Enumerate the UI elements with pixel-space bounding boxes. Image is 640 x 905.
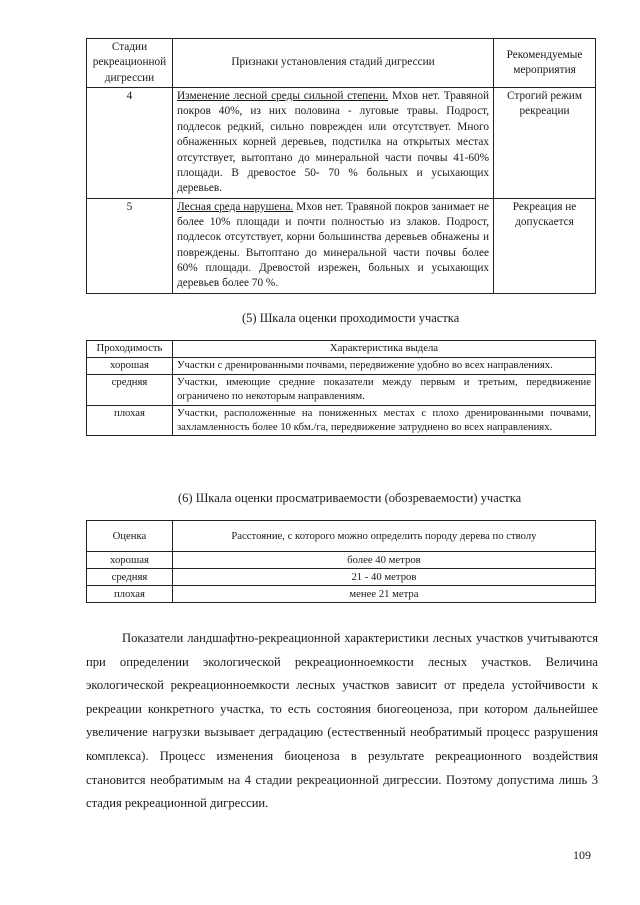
measure-cell: Рекреация не допускается <box>494 198 596 293</box>
signs-text: Мхов нет. Травяной покров занимает не более 10% площади и почти полностью из злаков. Подрост, подлесок отсутствует, корни большинства деревьев обнажены и повреждены. Вытоптано до минеральной части почвы более 60% площади. Древостой изрежен, больных и усыхающих деревьев более 70 %. <box>176 200 490 290</box>
grade-cell: хорошая <box>87 357 173 374</box>
table-caption-passability: (5) Шкала оценки проходимости участка <box>242 311 460 325</box>
col-header-stage: Стадии рекреационной дигрессии <box>87 39 173 88</box>
table-row <box>87 88 596 199</box>
col-header-signs: Признаки установления стадий дигрессии <box>172 39 493 88</box>
table-header-row <box>87 39 596 88</box>
desc-cell: Участки с дренированными почвами, передвижение удобно во всех направлениях. <box>172 357 595 374</box>
table-row <box>87 198 596 293</box>
measure-cell: Строгий режим рекреации <box>494 88 596 199</box>
signs-lead: Лесная среда нарушена. <box>176 200 294 213</box>
table-row <box>87 586 596 603</box>
table-caption-visibility: (6) Шкала оценки просматриваемости (обозреваемости) участка <box>178 491 522 505</box>
grade-cell: плохая <box>87 586 173 603</box>
signs-cell <box>172 198 493 293</box>
col-header-characteristic: Характеристика выдела <box>172 341 595 358</box>
signs-text: Мхов нет. Травяной покров 40%, из них половина - луговые травы. Подрост, подлесок редкий, сильно поврежден или отсутствует. Много обнаженных корней деревьев, подстилка на открытых местах отсутствует, вытоптано до минеральной части почвы 41-60% площади. В древостое 50- 70 % больных и усыхающих деревьев. <box>176 90 490 195</box>
distance-cell: более 40 метров <box>172 552 595 569</box>
desc-cell: Участки, расположенные на пониженных местах с плохо дренированными почвами, захламленность более 10 кбм./га, передвижение затруднено во всех направлениях. <box>172 405 595 436</box>
digression-stages-table <box>86 38 596 294</box>
stage-cell: 5 <box>87 198 173 293</box>
col-header-measures: Рекомендуемые мероприятия <box>494 39 596 88</box>
table-header-row <box>87 521 596 552</box>
col-header-passability: Проходимость <box>87 341 173 358</box>
table-row <box>87 569 596 586</box>
visibility-table <box>86 520 596 603</box>
col-header-distance: Расстояние, с которого можно определить породу дерева по стволу <box>172 521 595 552</box>
page-number: 109 <box>573 848 591 862</box>
table-row <box>87 357 596 374</box>
grade-cell: средняя <box>87 374 173 405</box>
grade-cell: средняя <box>87 569 173 586</box>
col-header-grade: Оценка <box>87 521 173 552</box>
table-row <box>87 405 596 436</box>
table-header-row <box>87 341 596 358</box>
distance-cell: менее 21 метра <box>172 586 595 603</box>
grade-cell: хорошая <box>87 552 173 569</box>
stage-cell: 4 <box>87 88 173 199</box>
grade-cell: плохая <box>87 405 173 436</box>
table-row <box>87 374 596 405</box>
desc-cell: Участки, имеющие средние показатели между первым и третьим, передвижение ограничено по некоторым направлениям. <box>172 374 595 405</box>
distance-cell: 21 - 40 метров <box>172 569 595 586</box>
signs-lead: Изменение лесной среды сильной степени. <box>176 90 389 103</box>
passability-table <box>86 340 596 436</box>
signs-cell <box>172 88 493 199</box>
body-paragraph-text: Показатели ландшафтно-рекреационной характеристики лесных участков учитываются при определении экологической рекреационноемкости лесных участков. Величина экологической рекреационноемкости лесных участков зависит от предела устойчивости к рекреации конкретного участка, то есть состояния биогеоценоза, при котором дальнейшее увеличение нагрузки вызывает деградацию (естественный необратимый процесс разрушения комплекса). Процесс изменения биоценоза в результате рекреационного воздействия становится необратимым на 4 стадии рекреационной дигрессии. Поэтому допустима лишь 3 стадия рекреационной дигрессии. <box>86 631 598 811</box>
body-paragraph <box>86 627 598 816</box>
table-row <box>87 552 596 569</box>
